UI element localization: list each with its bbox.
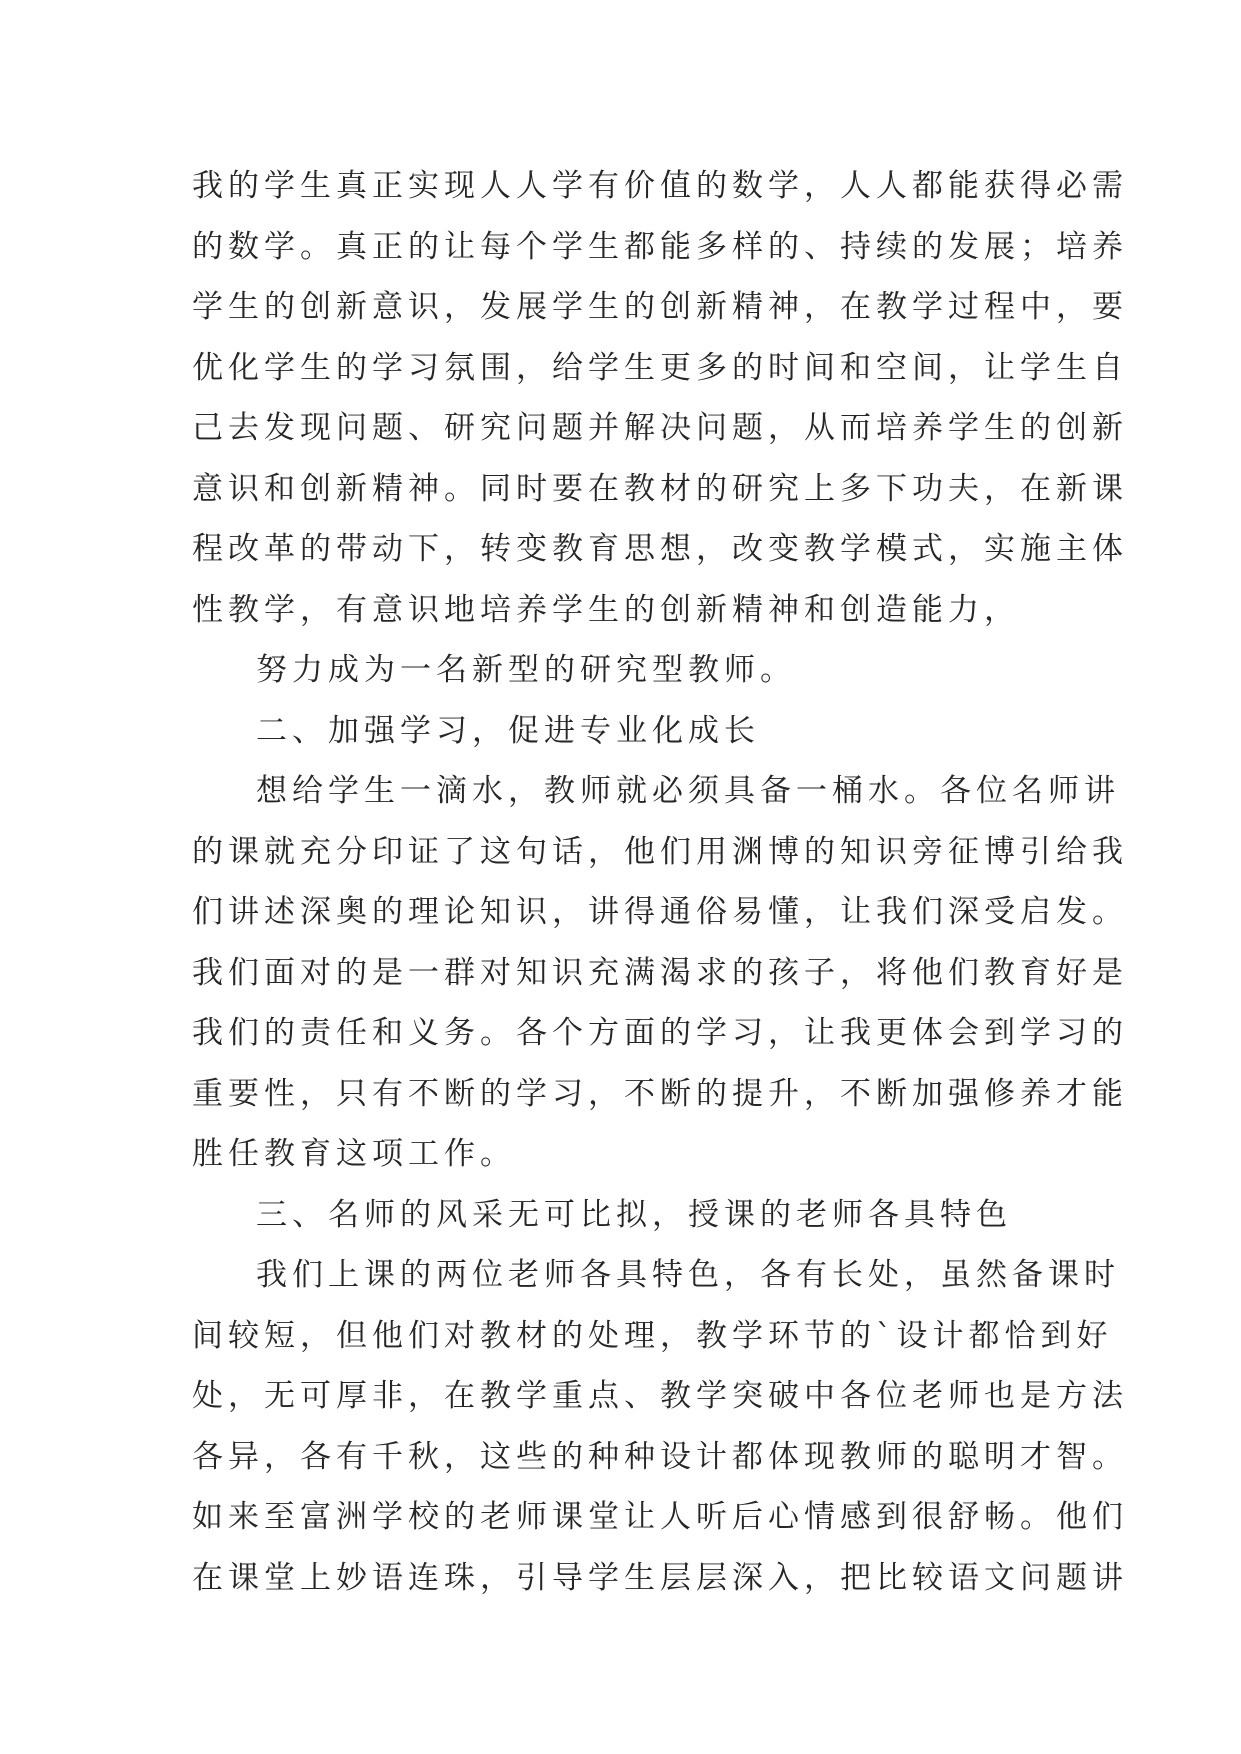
paragraph-start-line: 想给学生一滴水，教师就必须具备一桶水。各位名师讲 — [256, 773, 1120, 809]
body-text — [192, 156, 1128, 1608]
text-line: 优化学生的学习氛围，给学生更多的时间和空间，让学生自 — [192, 349, 1128, 386]
text-line: 己去发现问题、研究问题并解决问题，从而培养学生的创新 — [192, 410, 1128, 446]
text-line: 我们面对的是一群对知识充满渴求的孩子，将他们教育好是 — [192, 954, 1128, 991]
text-line: 我们的责任和义务。各个方面的学习，让我更体会到学习的 — [192, 1015, 1128, 1051]
text-line: 处，无可厚非，在教学重点、教学突破中各位老师也是方法 — [192, 1378, 1128, 1414]
text-line: 们讲述深奥的理论知识，讲得通俗易懂，让我们深受启发。 — [192, 894, 1128, 930]
paragraph-start-line: 三、名师的风采无可比拟，授课的老师各具特色 — [256, 1196, 1012, 1233]
text-line: 的数学。真正的让每个学生都能多样的、持续的发展；培养 — [192, 228, 1128, 265]
text-line: 胜任教育这项工作。 — [192, 1136, 516, 1172]
text-line: 如来至富洲学校的老师课堂让人听后心情感到很舒畅。他们 — [192, 1499, 1128, 1535]
text-line: 学生的创新意识，发展学生的创新精神，在教学过程中，要 — [192, 289, 1128, 325]
text-line: 各异，各有千秋，这些的种种设计都体现教师的聪明才智。 — [192, 1438, 1128, 1475]
paragraph-start-line: 努力成为一名新型的研究型教师。 — [256, 652, 796, 688]
text-line: 间较短，但他们对教材的处理，教学环节的`设计都恰到好 — [192, 1317, 1113, 1354]
text-line: 重要性，只有不断的学习，不断的提升，不断加强修养才能 — [192, 1075, 1128, 1112]
text-line: 意识和创新精神。同时要在教材的研究上多下功夫，在新课 — [192, 470, 1128, 507]
text-line: 在课堂上妙语连珠，引导学生层层深入，把比较语文问题讲 — [192, 1559, 1128, 1596]
text-line: 程改革的带动下，转变教育思想，改变教学模式，实施主体 — [192, 531, 1128, 567]
text-line: 的课就充分印证了这句话，他们用渊博的知识旁征博引给我 — [192, 833, 1128, 870]
paragraph-start-line: 二、加强学习，促进专业化成长 — [256, 712, 760, 749]
text-line: 性教学，有意识地培养学生的创新精神和创造能力， — [192, 591, 1020, 628]
paragraph-start-line: 我们上课的两位老师各具特色，各有长处，虽然备课时 — [256, 1257, 1120, 1293]
text-line: 我的学生真正实现人人学有价值的数学，人人都能获得必需 — [192, 168, 1128, 204]
